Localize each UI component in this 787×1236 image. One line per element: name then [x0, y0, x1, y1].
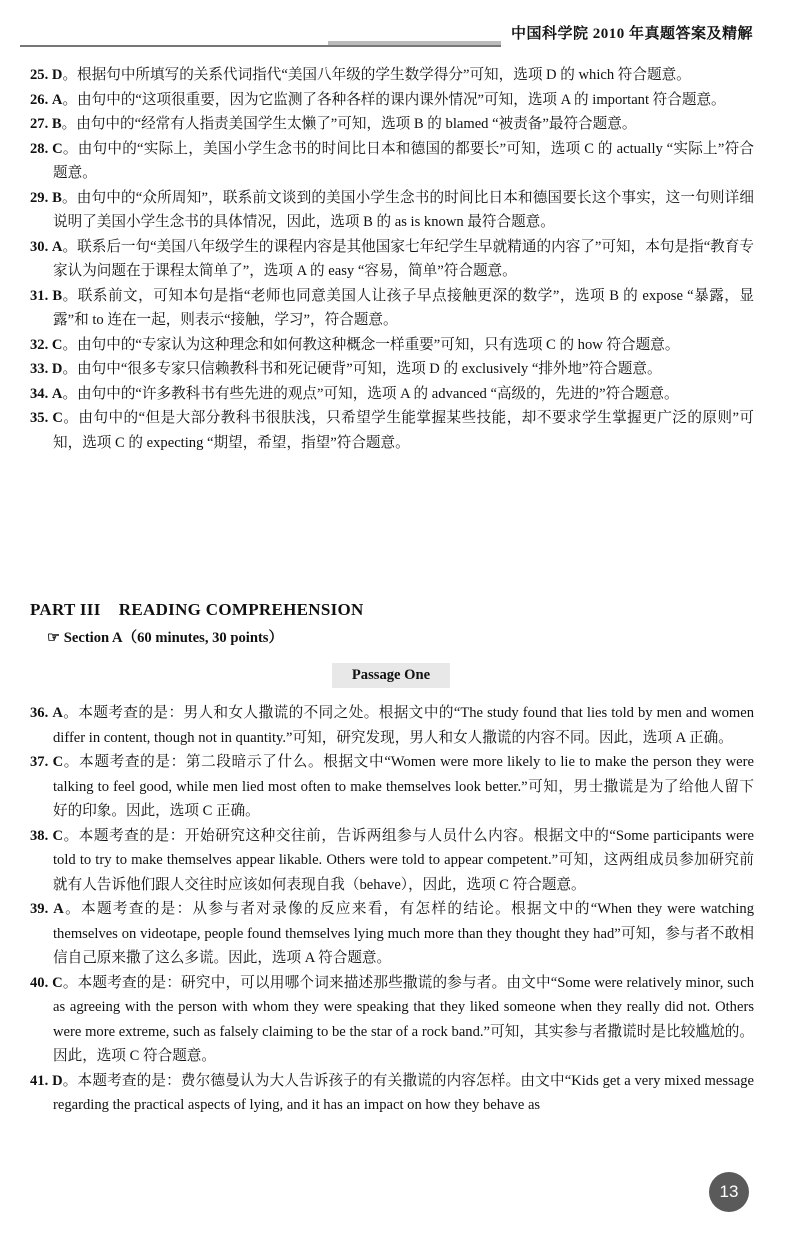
header-rule [20, 45, 501, 47]
answer-letter: A [51, 385, 63, 402]
question-number: 25. [30, 67, 49, 83]
section-heading [47, 626, 283, 647]
explanation-text: 。由句中的“这项很重要，因为它监测了各种各样的课内课外情况”可知，选项 A 的 important 符合题意。 [62, 91, 726, 108]
question-number: 30. [30, 238, 49, 255]
explanation-text: 。由句中“很多专家只信赖教科书和死记硬背”可知，选项 D 的 exclusively “排外地”符合题意。 [62, 361, 662, 377]
answer-letter: D [51, 67, 63, 83]
answer-item [30, 357, 754, 382]
explanation-text: 。由句中的“专家认为这种理念和如何教这种概念一样重要”可知，只有选项 C 的 how 符合题意。 [62, 336, 680, 353]
question-number: 34. [30, 385, 49, 402]
answer-item [30, 382, 754, 407]
explanation-text: 。本题考查的是：费尔德曼认为大人告诉孩子的有关撒谎的内容怎样。由文中“Kids get a very mixed message regarding the practical aspects of lying, and it has an impact on how they behave as [53, 1072, 754, 1113]
question-number: 33. [30, 361, 49, 377]
explanation-text: 。本题考查的是：男人和女人撒谎的不同之处。根据文中的“The study found that lies told by men and women differ in content, though not in quantity.”可知，研究发现，男人和女人撒谎的内容不同。因此，选项 A 正确。 [53, 705, 754, 746]
explanation-text: 。本题考查的是：从参与者对录像的反应来看，有怎样的结论。根据文中的“When they were watching themselves on videotape, people found themselves lying much more than they thought they had”可知，参与者不敢相信自己原来撒了这么多谎。因此，选项 A 符合题意。 [53, 901, 754, 966]
answer-item [30, 701, 754, 750]
question-number: 29. [30, 189, 49, 206]
answer-item [30, 406, 754, 455]
answer-letter: C [52, 974, 63, 991]
passage-label: Passage One [332, 663, 450, 688]
answer-item [30, 112, 754, 137]
explanation-text: 。根据句中所填写的关系代词指代“美国八年级的学生数学得分”可知，选项 D 的 which 符合题意。 [62, 67, 691, 83]
answer-item [30, 971, 754, 1069]
explanation-text: 。由句中的“众所周知”，联系前文谈到的美国小学生念书的时间比日本和德国要长这个事实，这一句则详细说明了美国小学生念书的具体情况，因此，选项 B 的 as is known 最符合题意。 [53, 189, 754, 230]
explanation-text: 。由句中的“实际上，美国小学生念书的时间比日本和德国的都要长”可知，选项 C 的 actually “实际上”符合题意。 [53, 140, 754, 181]
answer-letter: A [53, 901, 64, 917]
answer-item [30, 186, 754, 235]
answer-letter: C [52, 754, 64, 770]
answer-item [30, 63, 754, 88]
question-number: 26. [30, 91, 49, 108]
explanation-text: 。本题考查的是：研究中，可以用哪个词来描述那些撒谎的参与者。由文中“Some were relatively minor, such as agreeing with the person with whom they were speaking that they liked someone when they really did not. Others were more extreme, such as falsely claiming to be the star of a rock band.”可知，其实参与者撒谎时是比较尴尬的。因此，选项 C 符合题意。 [53, 974, 754, 1064]
answer-letter: A [51, 91, 63, 108]
question-number: 28. [30, 140, 49, 157]
hand-pointer-icon: ☞ [47, 630, 61, 646]
explanation-text: 。联系前文，可知本句是指“老师也同意美国人让孩子早点接触更深的数学”，选项 B 的 expose “暴露，显露”和 to 连在一起，则表示“接触，学习”，符合题意。 [53, 287, 754, 328]
header-title: 中国科学院 2010 年真题答案及精解 [510, 26, 753, 42]
explanation-text: 。由句中的“许多教科书有些先进的观点”可知，选项 A 的 advanced “高级的，先进的”符合题意。 [62, 385, 679, 402]
answer-list-part3 [30, 701, 754, 1118]
answer-item [30, 333, 754, 358]
question-number: 37. [30, 754, 49, 770]
answer-letter: B [51, 116, 62, 132]
explanation-text: 。由句中的“但是大部分教科书很肤浅，只希望学生能掌握某些技能，却不要求学生掌握更广泛的原则”可知，选项 C 的 expecting “期望，希望，指望”符合题意。 [53, 410, 754, 451]
answer-letter: D [52, 1072, 63, 1089]
answer-item [30, 235, 754, 284]
answer-letter: C [52, 140, 63, 157]
answer-item [30, 750, 754, 824]
question-number: 27. [30, 116, 49, 132]
part-heading: PART III READING COMPREHENSION [30, 600, 364, 619]
page-number: 13 [709, 1172, 749, 1212]
answer-item [30, 824, 754, 898]
question-number: 32. [30, 336, 49, 353]
answer-letter: D [51, 361, 63, 377]
question-number: 40. [30, 974, 49, 991]
question-number: 38. [30, 827, 49, 844]
question-number: 39. [30, 901, 49, 917]
explanation-text: 。本题考查的是：开始研究这种交往前，告诉两组参与人员什么内容。根据文中的“Some participants were told to try to make themselves appear likable. Others were told to appear competent.”可知，这两组成员参加研究前就有人告诉他们跟人交往时应该如何表现自我（behave），因此，选项 C 符合题意。 [53, 827, 754, 893]
answer-item [30, 897, 754, 971]
answer-item [30, 1069, 754, 1118]
answer-item [30, 88, 754, 113]
answer-letter: B [52, 189, 62, 206]
question-number: 35. [30, 410, 49, 426]
section-label: Section A（60 minutes, 30 points） [63, 630, 284, 646]
answer-letter: C [52, 410, 63, 426]
answer-letter: A [51, 238, 63, 255]
explanation-text: 。由句中的“经常有人指责美国学生太懒了”可知，选项 B 的 blamed “被责备”最符合题意。 [61, 116, 637, 132]
answer-letter: C [52, 827, 64, 844]
question-number: 36. [30, 705, 49, 721]
answer-letter: C [51, 336, 63, 353]
question-number: 41. [30, 1072, 49, 1089]
answer-item [30, 284, 754, 333]
explanation-text: 。本题考查的是：第二段暗示了什么。根据文中“Women were more likely to lie to make the person they were talking to feel good, while men lied most often to make themselves look better.”可知，男士撒谎是为了给他人留下好的印象。因此，选项 C 正确。 [53, 754, 754, 819]
explanation-text: 。联系后一句“美国八年级学生的课程内容是其他国家七年纪学生早就精通的内容了”可知，本句是指“教育专家认为问题在于课程太简单了”，选项 A 的 easy “容易，简单”符合题意。 [53, 238, 754, 279]
answer-item [30, 137, 754, 186]
answer-list-part2 [30, 63, 754, 455]
answer-letter: A [52, 705, 63, 721]
question-number: 31. [30, 287, 49, 304]
answer-letter: B [52, 287, 63, 304]
